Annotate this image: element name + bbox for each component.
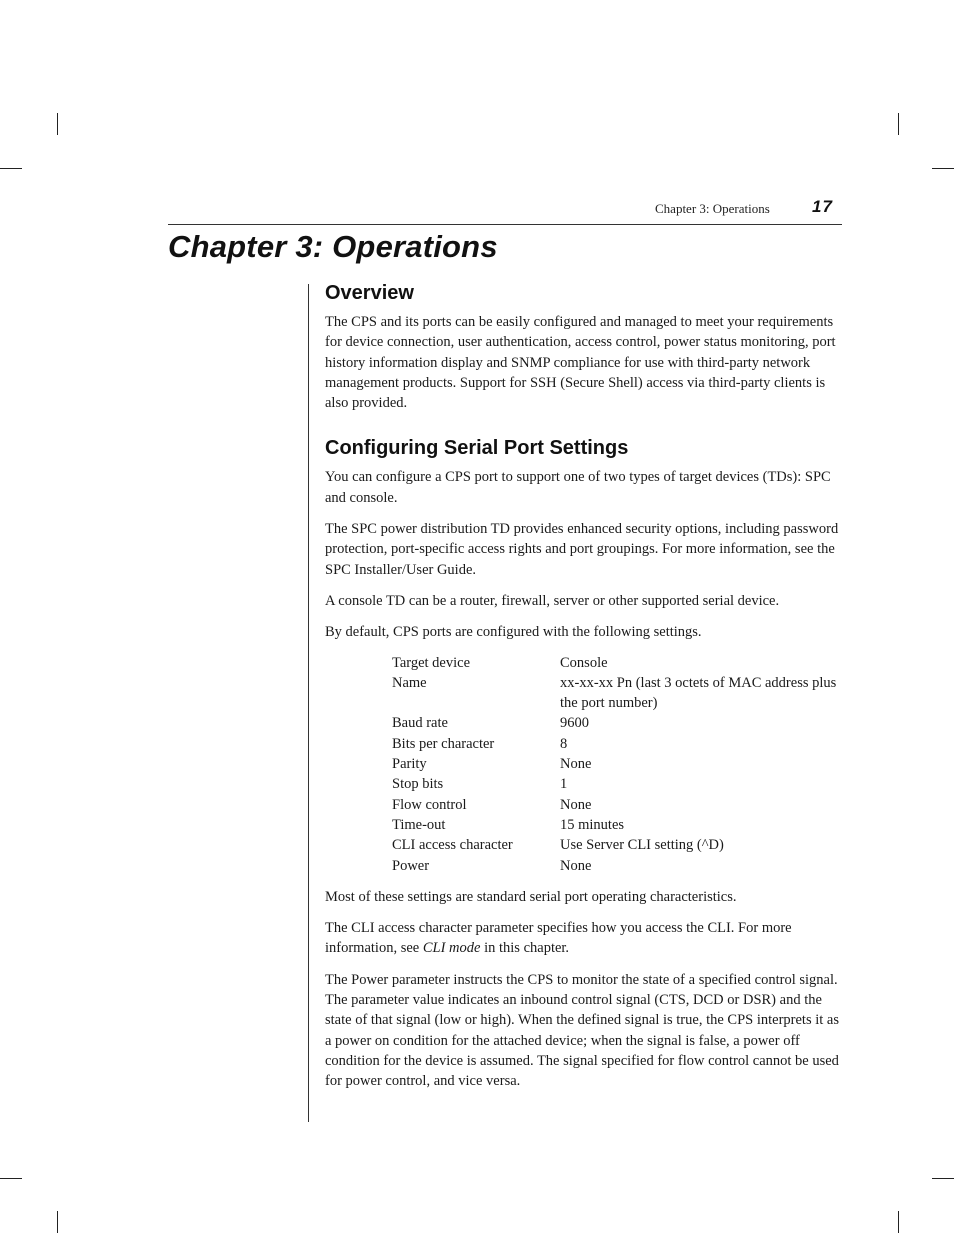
setting-value: 1 xyxy=(560,776,568,793)
paragraph: By default, CPS ports are configured with the following settings. xyxy=(325,624,702,641)
main-content xyxy=(325,280,845,1103)
setting-name: Time-out xyxy=(392,816,446,833)
overview-heading: Overview xyxy=(325,282,414,304)
default-settings-table xyxy=(392,653,840,876)
settings-row xyxy=(392,815,840,835)
setting-name: Power xyxy=(392,857,430,874)
paragraph: The SPC power distribution TD provides enhanced security options, including password protection, port-specific access rights and port groupings. For more information, see the SPC Installer/User Guide. xyxy=(325,521,839,578)
settings-row xyxy=(392,835,840,855)
crop-mark xyxy=(0,168,22,169)
crop-mark xyxy=(57,113,58,135)
setting-value: None xyxy=(560,796,592,813)
settings-row xyxy=(392,673,840,714)
settings-row xyxy=(392,653,840,673)
cli-text-end: in this chapter. xyxy=(480,940,570,957)
setting-value: xx-xx-xx Pn (last 3 octets of MAC address plus the port number) xyxy=(560,674,837,712)
setting-name: Target device xyxy=(392,654,471,671)
settings-row xyxy=(392,774,840,794)
setting-value: 8 xyxy=(560,735,568,752)
crop-mark xyxy=(932,1178,954,1179)
running-head: Chapter 3: Operations xyxy=(655,201,770,216)
overview-paragraph: The CPS and its ports can be easily configured and managed to meet your requirements for device connection, user authentication, access control, power status monitoring, port history information display and SNMP compliance for use with third-party network management products. Support for SSH (Secure Shell) access via third-party clients is also provided. xyxy=(325,314,836,412)
setting-name: CLI access character xyxy=(392,837,513,854)
setting-value: Console xyxy=(560,654,608,671)
setting-name: Parity xyxy=(392,756,427,773)
settings-row xyxy=(392,754,840,774)
crop-mark xyxy=(0,1178,22,1179)
chapter-title: Chapter 3: Operations xyxy=(168,229,498,264)
sidebar-rule xyxy=(308,284,309,1122)
cli-paragraph xyxy=(325,918,845,959)
settings-row xyxy=(392,713,840,733)
setting-value: None xyxy=(560,857,592,874)
setting-name: Bits per character xyxy=(392,735,495,752)
settings-row xyxy=(392,795,840,815)
header-rule xyxy=(168,224,842,225)
setting-name: Name xyxy=(392,674,427,691)
settings-row xyxy=(392,734,840,754)
settings-row xyxy=(392,856,840,876)
paragraph: You can configure a CPS port to support one of two types of target devices (TDs): SPC and console. xyxy=(325,469,831,506)
cli-text: The CLI access character parameter specifies how you access the CLI. For more information, see xyxy=(325,920,792,957)
setting-name: Stop bits xyxy=(392,776,444,793)
setting-value: Use Server CLI setting (^D) xyxy=(560,837,724,854)
paragraph: A console TD can be a router, firewall, server or other supported serial device. xyxy=(325,592,780,609)
setting-value: 15 minutes xyxy=(560,816,625,833)
page-number: 17 xyxy=(812,197,833,216)
crop-mark xyxy=(898,113,899,135)
setting-value: None xyxy=(560,756,592,773)
setting-name: Flow control xyxy=(392,796,467,813)
crop-mark xyxy=(932,168,954,169)
power-paragraph: The Power parameter instructs the CPS to monitor the state of a specified control signal. The parameter value indicates an inbound control signal (CTS, DCD or DSR) and the state of that signal (low or high). When the defined signal is true, the CPS interprets it as a power on condition for the attached device; when the signal is false, a power off condition for the device is assumed. The signal specified for flow control cannot be used for power control, and vice versa. xyxy=(325,971,839,1090)
crop-mark xyxy=(57,1211,58,1233)
setting-name: Baud rate xyxy=(392,715,448,732)
crop-mark xyxy=(898,1211,899,1233)
cli-mode-reference: CLI mode xyxy=(422,940,481,957)
setting-value: 9600 xyxy=(560,715,589,732)
serial-settings-heading: Configuring Serial Port Settings xyxy=(325,437,629,460)
paragraph: Most of these settings are standard serial port operating characteristics. xyxy=(325,888,737,905)
